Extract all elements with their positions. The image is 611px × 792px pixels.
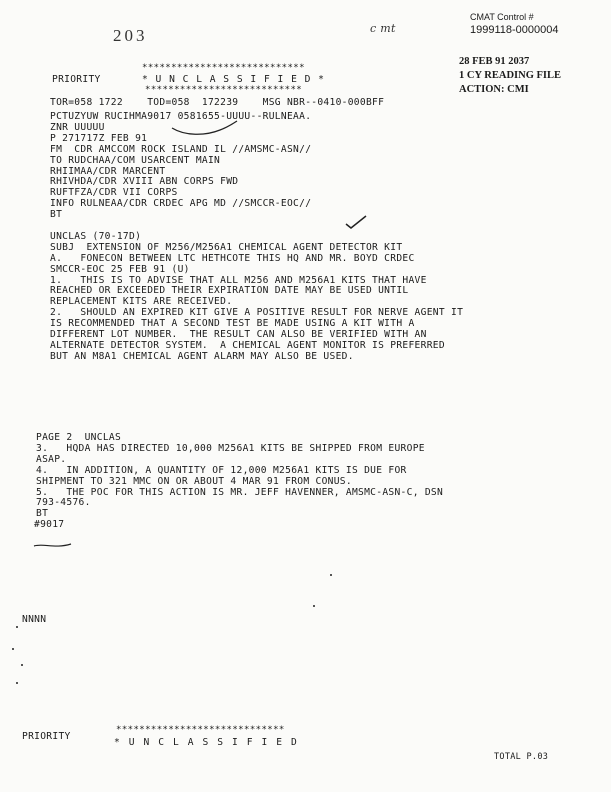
message-line: FM CDR AMCCOM ROCK ISLAND IL //AMSMC-ASN// <box>50 143 312 155</box>
message-line: REACHED OR EXCEEDED THEIR EXPIRATION DATE MAY BE USED UNTIL <box>50 285 409 297</box>
message-line: 1. THIS IS TO ADVISE THAT ALL M256 AND M256A1 KITS THAT HAVE <box>50 274 427 286</box>
control-number: 1999118-0000004 <box>470 24 559 36</box>
page2-line: 793-4576. <box>36 497 91 509</box>
stamp-action: ACTION: CMI <box>459 84 529 95</box>
message-line: INFO RULNEAA/CDR CRDEC APG MD //SMCCR-EOC// <box>50 198 312 210</box>
classification-banner: * U N C L A S S I F I E D * <box>142 74 325 85</box>
message-line: SUBJ EXTENSION OF M256/M256A1 CHEMICAL AGENT DETECTOR KIT <box>50 241 403 253</box>
page2-line: 5. THE POC FOR THIS ACTION IS MR. JEFF HAVENNER, AMSMC-ASN-C, DSN <box>36 486 444 498</box>
message-line: REPLACEMENT KITS ARE RECEIVED. <box>50 296 233 308</box>
message-line: IS RECOMMENDED THAT A SECOND TEST BE MADE USING A KIT WITH A <box>50 318 415 330</box>
total-pages: TOTAL P.03 <box>494 752 549 762</box>
message-line: ZNR UUUUU <box>50 121 105 133</box>
signature-underline-mark <box>33 540 73 550</box>
page2-line: BT <box>36 508 49 520</box>
message-line: BUT AN M8A1 CHEMICAL AGENT ALARM MAY ALSO BE USED. <box>50 350 354 362</box>
page2-line: SHIPMENT TO 321 MMC ON OR ABOUT 4 MAR 91 FROM CONUS. <box>36 475 352 487</box>
scan-speckle <box>16 682 18 684</box>
message-line: UNCLAS (70-17D) <box>50 230 142 242</box>
message-line: P 271717Z FEB 91 <box>50 132 148 144</box>
message-line: 2. SHOULD AN EXPIRED KIT GIVE A POSITIVE RESULT FOR NERVE AGENT IT <box>50 307 464 319</box>
scan-speckle <box>330 574 332 576</box>
check-mark-icon <box>344 214 368 230</box>
priority-label: PRIORITY <box>52 74 101 85</box>
scan-speckle <box>16 626 18 628</box>
message-line: A. FONECON BETWEEN LTC HETHCOTE THIS HQ AND MR. BOYD CRDEC <box>50 252 415 264</box>
routing-line: TOR=058 1722 TOD=058 172239 MSG NBR--0410-000BFF <box>50 97 385 108</box>
page2-line: 3. HQDA HAS DIRECTED 10,000 M256A1 KITS BE SHIPPED FROM EUROPE <box>36 442 425 454</box>
scan-speckle <box>313 605 315 607</box>
footer-classification: * U N C L A S S I F I E D <box>114 737 299 748</box>
message-line: TO RUDCHAA/COM USARCENT MAIN <box>50 154 221 166</box>
message-line: RHIIMAA/CDR MARCENT <box>50 165 166 177</box>
scan-speckle <box>21 664 23 666</box>
message-line: PCTUZYUW RUCIHMA9017 0581655-UUUU--RULNEAA. <box>50 111 312 122</box>
message-line: BT <box>50 209 63 221</box>
stamp-copy: 1 CY READING FILE <box>459 70 561 81</box>
message-line: ALTERNATE DETECTOR SYSTEM. A CHEMICAL AGENT MONITOR IS PREFERRED <box>50 339 445 351</box>
handwritten-note: c mt <box>370 22 396 35</box>
message-line: SMCCR-EOC 25 FEB 91 (U) <box>50 263 190 275</box>
end-marker: NNNN <box>22 614 47 625</box>
message-line: RUFTFZA/CDR VII CORPS <box>50 187 178 199</box>
page2-line: 4. IN ADDITION, A QUANTITY OF 12,000 M256A1 KITS IS DUE FOR <box>36 464 407 476</box>
scan-speckle <box>12 648 14 650</box>
message-line: DIFFERENT LOT NUMBER. THE RESULT CAN ALSO BE VERIFIED WITH AN <box>50 329 427 340</box>
stars-line-top: **************************** <box>142 63 305 73</box>
stars-line-bottom: *************************** <box>145 85 303 95</box>
footer-stars: ***************************** <box>116 725 285 735</box>
message-line: RHIVHDA/CDR XVIII ABN CORPS FWD <box>50 176 239 188</box>
page2-line: ASAP. <box>36 453 67 465</box>
page2-line: PAGE 2 UNCLAS <box>36 432 122 443</box>
stamp-date: 28 FEB 91 2037 <box>459 56 530 67</box>
page2-line: #9017 <box>34 519 65 531</box>
handwritten-underline-mark <box>170 120 240 142</box>
control-label: CMAT Control # <box>470 12 534 22</box>
footer-priority: PRIORITY <box>22 731 71 742</box>
stamp-number: 203 <box>113 26 148 45</box>
